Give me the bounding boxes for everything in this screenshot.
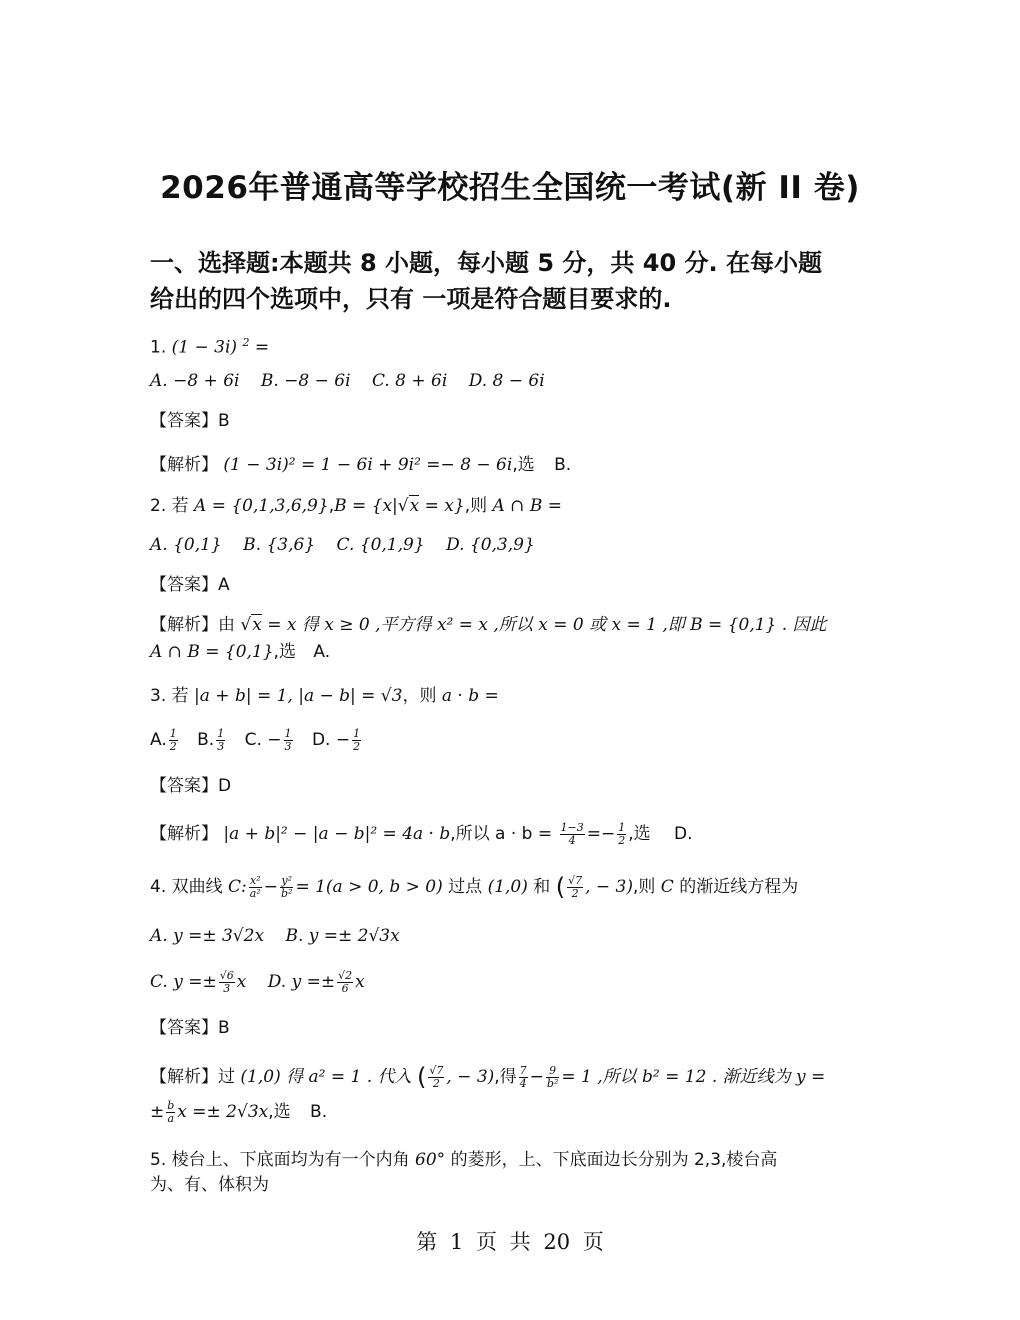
question-2-options — [150, 532, 870, 558]
option-d: D. 8 − 6i — [468, 371, 545, 391]
question-1-answer: 【答案】B — [150, 411, 230, 431]
question-2-answer: 【答案】A — [150, 575, 230, 595]
question-4-analysis-line-1: 【解析】过 (1,0) 得 a² = 1 . 代入 ( $\frac{√7}{2}$ , − 3),得 $\frac{7}{4}$ − $\frac{9}{\text{b²}}$ = 1 ,所以 b² = 12 . 渐近线为 y = — [150, 1063, 826, 1091]
option-a: A. {0,1} — [150, 535, 222, 555]
option-c: C. − $\frac{1}{3}$ — [244, 726, 292, 753]
section-heading-line-2: 给出的四个选项中，只有 一项是符合题目要求的. — [150, 285, 672, 313]
question-2-analysis-line-2: A ∩ B = {0,1},选 A. — [150, 642, 331, 662]
question-4-analysis-line-2: ± $\frac{b}{a}$ x =± 2√3x,选 B. — [150, 1098, 328, 1125]
option-d: D. y =± $\frac{√2}{6}$ x — [267, 969, 365, 995]
option-b: B. $\frac{1}{3}$ — [197, 726, 225, 753]
question-3-stem: 3. 若 |a + b| = 1, |a − b| = √3，则 a · b = — [150, 686, 499, 706]
question-4-options-cd — [150, 969, 870, 995]
question-4-answer: 【答案】B — [150, 1018, 230, 1038]
page-footer: 第 1 页 共 20 页 — [416, 1230, 604, 1254]
option-b: B. y =± 2√3x — [285, 926, 400, 946]
option-a: A. $\frac{1}{2}$ — [150, 726, 177, 753]
option-c: C. {0,1,9} — [336, 535, 425, 555]
question-1-options — [150, 368, 870, 394]
exam-title: 2026年普通高等学校招生全国统一考试(新 II 卷) — [160, 170, 860, 206]
option-d: D. − $\frac{1}{2}$ — [311, 726, 361, 753]
question-1-analysis: 【解析】 (1 − 3i)² = 1 − 6i + 9i² =− 8 − 6i,选 B. — [150, 455, 572, 475]
question-4-options-ab — [150, 923, 870, 949]
option-b: B. −8 − 6i — [260, 371, 351, 391]
option-a: A. −8 + 6i — [150, 371, 240, 391]
section-heading-line-1: 一、选择题:本题共 8 小题，每小题 5 分，共 40 分. 在每小题 — [150, 249, 822, 277]
option-c: C. 8 + 6i — [371, 371, 448, 391]
question-4-stem: 4. 双曲线 C: $\frac{\text{x²}}{\text{a²}}$ − $\frac{\text{y²}}{\text{b²}}$ = 1(a > 0, b > 0) 过点 (1,0) 和 ( $\frac{√7}{2}$ , − 3),则 C 的渐近线方程为 — [150, 873, 799, 901]
question-3-options — [150, 727, 870, 753]
question-5-stem-line-2: 为、有、体积为 — [150, 1175, 269, 1195]
question-5-stem-line-1: 5. 棱台上、下底面均为有一个内角 60° 的菱形，上、下底面边长分别为 2,3,棱台高 — [150, 1150, 778, 1170]
option-c: C. y =± $\frac{√6}{3}$ x — [150, 969, 247, 995]
question-3-analysis: 【解析】 |a + b|² − |a − b|² = 4a · b,所以 a · b = $\frac{1-3}{4}$ =− $\frac{1}{2}$ ,选 D. — [150, 820, 693, 847]
question-2-stem: 2. 若 A = {0,1,3,6,9},B = {x|√x = x},则 A ∩ B = — [150, 496, 562, 516]
question-2-analysis-line-1: 【解析】由 √x = x 得 x ≥ 0 ,平方得 x² = x ,所以 x = 0 或 x = 1 ,即 B = {0,1} . 因此 — [150, 615, 827, 635]
option-b: B. {3,6} — [243, 535, 316, 555]
option-d: D. {0,3,9} — [446, 535, 535, 555]
option-a: A. y =± 3√2x — [150, 926, 265, 946]
question-3-answer: 【答案】D — [150, 776, 232, 796]
question-1-stem: 1. (1 − 3i) $^2$ = — [150, 336, 270, 358]
